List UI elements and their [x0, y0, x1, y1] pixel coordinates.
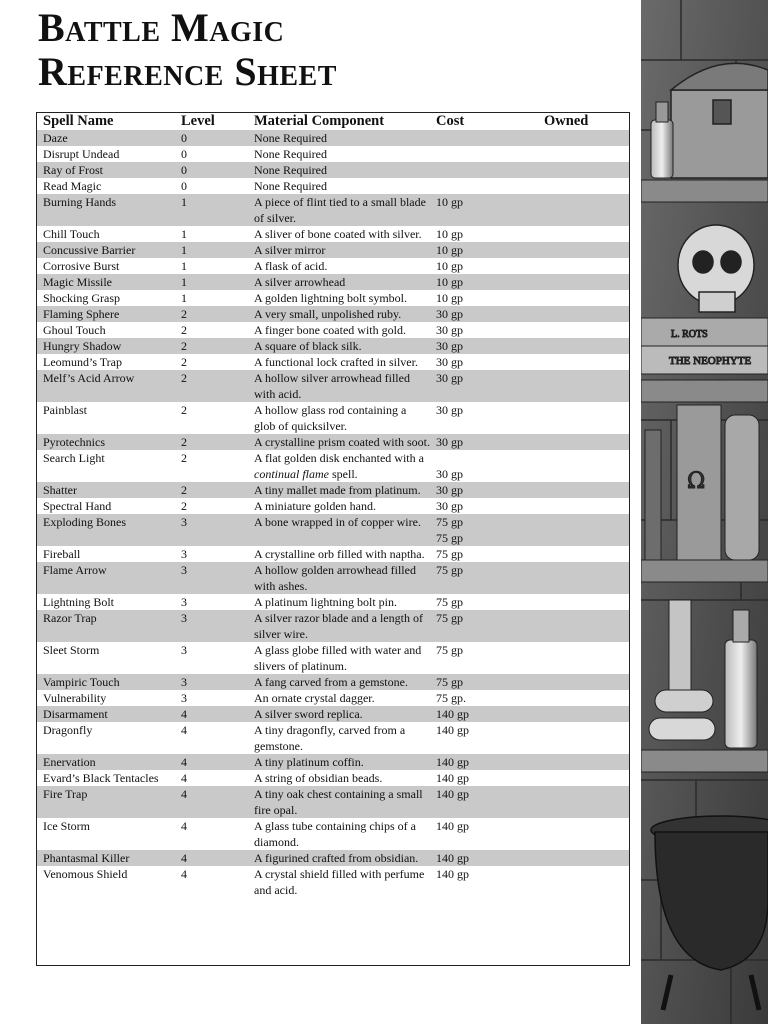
cost-cell: 30 gp — [436, 355, 463, 369]
cost-cell: 30 gp — [430, 434, 538, 450]
cost-cell: 30 gp — [436, 467, 463, 481]
level-cell: 4 — [181, 867, 187, 881]
owned-cell — [538, 498, 629, 514]
material-cell: A hollow golden arrowhead filled with ashes. — [248, 562, 430, 594]
table-row — [37, 258, 629, 274]
level-cell: 2 — [175, 306, 248, 322]
owned-cell — [538, 322, 629, 338]
table-row — [37, 130, 629, 146]
material-cell: A finger bone coated with gold. — [254, 323, 406, 337]
spell-name-cell: Lightning Bolt — [43, 595, 115, 609]
spell-table — [37, 113, 629, 898]
level-cell: 4 — [175, 754, 248, 770]
title-line-1: Battle Magic — [38, 5, 285, 50]
material-cell: A hollow silver arrowhead filled with acid. — [248, 370, 430, 402]
material-cell: A figurined crafted from obsidian. — [248, 850, 430, 866]
spell-name-cell: Read Magic — [43, 179, 102, 193]
table-row — [37, 306, 629, 322]
material-cell: A silver mirror — [248, 242, 430, 258]
level-cell: 2 — [181, 403, 187, 417]
table-row — [37, 242, 629, 258]
spell-name-cell: Fire Trap — [37, 786, 175, 818]
table-row — [37, 338, 629, 354]
table-row — [37, 162, 629, 178]
spell-name-cell: Exploding Bones — [37, 514, 175, 546]
spell-name-cell: Ghoul Touch — [43, 323, 106, 337]
cost-cell: 10 gp — [436, 291, 463, 305]
spell-table-body — [37, 130, 629, 898]
material-cell: A platinum lightning bolt pin. — [254, 595, 398, 609]
cost-cell: 30 gp — [430, 338, 538, 354]
table-row — [37, 290, 629, 306]
spell-name-cell: Sleet Storm — [43, 643, 100, 657]
material-text-part: continual flame — [254, 467, 329, 481]
level-cell: 0 — [175, 130, 248, 146]
material-cell: A square of black silk. — [248, 338, 430, 354]
owned-cell — [538, 818, 629, 850]
table-row — [37, 402, 629, 434]
material-cell: A functional lock crafted in silver. — [254, 355, 418, 369]
spell-name-cell: Leomund’s Trap — [43, 355, 123, 369]
level-cell: 4 — [175, 850, 248, 866]
owned-cell — [538, 562, 629, 594]
level-cell: 1 — [175, 242, 248, 258]
spell-name-cell: Shocking Grasp — [43, 291, 120, 305]
header-level: Level — [181, 113, 215, 129]
owned-cell — [538, 722, 629, 754]
table-row — [37, 546, 629, 562]
cost-cell: 75 gp — [436, 643, 463, 657]
spell-name-cell: Burning Hands — [37, 194, 175, 226]
table-row — [37, 562, 629, 594]
owned-cell — [538, 194, 629, 226]
level-cell: 4 — [181, 771, 187, 785]
owned-cell — [538, 290, 629, 306]
cost-cell: 30 gp — [430, 482, 538, 498]
table-row — [37, 498, 629, 514]
level-cell: 3 — [181, 643, 187, 657]
spell-name-cell: Shatter — [37, 482, 175, 498]
cost-cell: 75 gp — [430, 562, 538, 594]
bookshelf-illustration — [641, 0, 768, 1024]
level-cell: 0 — [175, 162, 248, 178]
cost-cell: 140 gp — [436, 819, 469, 833]
table-row — [37, 450, 629, 482]
owned-cell — [538, 450, 629, 482]
table-row — [37, 818, 629, 850]
cost-cell: 75 gp. — [436, 691, 466, 705]
material-cell: A glass tube containing chips of a diamond. — [254, 819, 416, 849]
spell-name-cell: Disrupt Undead — [43, 147, 120, 161]
spell-name-cell: Melf’s Acid Arrow — [37, 370, 175, 402]
cost-cell — [430, 178, 538, 194]
level-cell: 2 — [175, 338, 248, 354]
level-cell: 4 — [181, 723, 187, 737]
material-cell: A sliver of bone coated with silver. — [254, 227, 422, 241]
spell-name-cell: Chill Touch — [43, 227, 100, 241]
owned-cell — [538, 226, 629, 242]
level-cell: 1 — [175, 274, 248, 290]
owned-cell — [538, 674, 629, 690]
table-row — [37, 674, 629, 690]
table-row — [37, 610, 629, 642]
spell-name-cell: Flame Arrow — [37, 562, 175, 594]
material-cell: A piece of flint tied to a small blade of silver. — [248, 194, 430, 226]
owned-cell — [538, 690, 629, 706]
spell-name-cell: Vulnerability — [43, 691, 107, 705]
owned-cell — [538, 610, 629, 642]
level-cell: 2 — [175, 482, 248, 498]
owned-cell — [538, 306, 629, 322]
table-row — [37, 754, 629, 770]
level-cell: 0 — [181, 147, 187, 161]
spell-name-cell: Disarmament — [37, 706, 175, 722]
spell-name-cell: Magic Missile — [37, 274, 175, 290]
table-row — [37, 594, 629, 610]
owned-cell — [538, 514, 629, 546]
owned-cell — [538, 274, 629, 290]
spell-name-cell: Razor Trap — [37, 610, 175, 642]
material-cell: None Required — [254, 147, 327, 161]
cost-cell: 30 gp — [430, 370, 538, 402]
cost-cell: 140 gp — [430, 754, 538, 770]
material-text-part: spell. — [329, 467, 358, 481]
level-cell: 2 — [175, 434, 248, 450]
owned-cell — [538, 258, 629, 274]
spell-name-cell: Ice Storm — [43, 819, 90, 833]
level-cell: 4 — [175, 706, 248, 722]
material-cell: A fang carved from a gemstone. — [248, 674, 430, 690]
material-cell: A tiny platinum coffin. — [248, 754, 430, 770]
cost-cell: 10 gp — [430, 274, 538, 290]
spell-name-cell: Venomous Shield — [43, 867, 128, 881]
level-cell: 2 — [181, 355, 187, 369]
spell-name-cell: Corrosive Burst — [43, 259, 120, 273]
owned-cell — [538, 146, 629, 162]
cost-cell — [430, 162, 538, 178]
owned-cell — [538, 770, 629, 786]
table-row — [37, 178, 629, 194]
spell-name-cell: Hungry Shadow — [37, 338, 175, 354]
omega-symbol-icon: Ω — [687, 469, 706, 494]
level-cell: 4 — [181, 819, 187, 833]
table-row — [37, 434, 629, 450]
book-spine-upper: L. ROTS — [671, 329, 708, 340]
spell-name-cell: Daze — [37, 130, 175, 146]
book-spine-lower: THE NEOPHYTE — [669, 355, 752, 367]
spell-name-cell: Ray of Frost — [37, 162, 175, 178]
level-cell: 1 — [181, 227, 187, 241]
level-cell: 2 — [175, 370, 248, 402]
page-title — [38, 6, 337, 94]
spell-table-frame — [36, 112, 630, 966]
spell-name-cell: Concussive Barrier — [37, 242, 175, 258]
level-cell: 3 — [175, 562, 248, 594]
table-row — [37, 706, 629, 722]
cost-cell: 140 gp — [436, 723, 469, 737]
level-cell: 3 — [175, 514, 248, 546]
owned-cell — [538, 338, 629, 354]
spell-name-cell: Vampiric Touch — [37, 674, 175, 690]
table-row — [37, 370, 629, 402]
owned-cell — [538, 850, 629, 866]
level-cell: 1 — [181, 259, 187, 273]
material-cell: A bone wrapped in of copper wire. — [248, 514, 430, 546]
table-row — [37, 146, 629, 162]
level-cell: 3 — [181, 691, 187, 705]
material-cell: A crystal shield filled with perfume and acid. — [254, 867, 425, 897]
treasure-chest — [671, 63, 768, 178]
spell-name-cell: Flaming Sphere — [37, 306, 175, 322]
cost-cell — [430, 130, 538, 146]
cost-cell: 30 gp — [436, 323, 463, 337]
owned-cell — [538, 866, 629, 898]
level-cell: 1 — [181, 291, 187, 305]
cost-cell: 75 gp — [430, 674, 538, 690]
owned-cell — [538, 178, 629, 194]
spell-name-cell: Phantasmal Killer — [37, 850, 175, 866]
owned-cell — [538, 130, 629, 146]
spell-name-cell: Evard’s Black Tentacles — [43, 771, 159, 785]
material-cell: A golden lightning bolt symbol. — [254, 291, 408, 305]
title-line-2: Reference Sheet — [38, 49, 337, 94]
material-cell: A tiny mallet made from platinum. — [248, 482, 430, 498]
cost-cell: 140 gp — [436, 867, 469, 881]
owned-cell — [538, 434, 629, 450]
material-cell: A string of obsidian beads. — [254, 771, 383, 785]
table-row — [37, 482, 629, 498]
cost-cell: 140 gp — [436, 771, 469, 785]
cost-cell: 75 gp — [436, 547, 463, 561]
level-cell: 3 — [175, 610, 248, 642]
table-row — [37, 194, 629, 226]
table-row — [37, 866, 629, 898]
material-cell: None Required — [248, 130, 430, 146]
material-cell: A tiny oak chest containing a small fire opal. — [248, 786, 430, 818]
material-cell: A silver sword replica. — [248, 706, 430, 722]
level-cell: 4 — [175, 786, 248, 818]
owned-cell — [538, 642, 629, 674]
book-stack — [641, 318, 768, 374]
cost-cell: 75 gp — [430, 610, 538, 642]
owned-cell — [538, 754, 629, 770]
owned-cell — [538, 354, 629, 370]
cost-cell: 75 gp — [436, 595, 463, 609]
spell-name-cell: Pyrotechnics — [37, 434, 175, 450]
cost-cell: 140 gp — [430, 706, 538, 722]
owned-cell — [538, 402, 629, 434]
material-cell — [248, 450, 430, 482]
owned-cell — [538, 786, 629, 818]
owned-cell — [538, 594, 629, 610]
table-row — [37, 786, 629, 818]
owned-cell — [538, 370, 629, 402]
cost-cell: 30 gp — [430, 306, 538, 322]
cost-cell: 75 gp 75 gp — [430, 514, 538, 546]
header-cost: Cost — [436, 113, 465, 129]
header-material-component: Material Component — [254, 113, 385, 129]
material-cell: An ornate crystal dagger. — [254, 691, 375, 705]
material-cell: A crystalline orb filled with naptha. — [254, 547, 425, 561]
material-cell: None Required — [254, 179, 327, 193]
owned-cell — [538, 706, 629, 722]
material-cell: A silver arrowhead — [248, 274, 430, 290]
material-cell: A crystalline prism coated with soot. — [248, 434, 430, 450]
table-row — [37, 274, 629, 290]
table-row — [37, 514, 629, 546]
level-cell: 2 — [181, 323, 187, 337]
material-cell: A glass globe filled with water and slivers of platinum. — [254, 643, 422, 673]
cost-cell: 30 gp — [436, 499, 463, 513]
level-cell: 2 — [181, 451, 187, 465]
material-cell: A silver razor blade and a length of silver wire. — [248, 610, 430, 642]
cost-cell: 10 gp — [436, 259, 463, 273]
cost-cell: 10 gp — [430, 194, 538, 226]
cost-cell: 10 gp — [430, 242, 538, 258]
material-text-part: A flat golden disk enchanted with a — [254, 451, 424, 465]
table-row — [37, 354, 629, 370]
header-owned: Owned — [544, 113, 589, 129]
cost-cell: 10 gp — [436, 227, 463, 241]
material-cell: A tiny dragonfly, carved from a gemstone. — [254, 723, 406, 753]
material-cell: A miniature golden hand. — [254, 499, 376, 513]
spell-name-cell: Dragonfly — [43, 723, 93, 737]
level-cell: 3 — [181, 547, 187, 561]
spell-name-cell: Enervation — [37, 754, 175, 770]
table-row — [37, 850, 629, 866]
table-row — [37, 770, 629, 786]
material-cell: A flask of acid. — [254, 259, 328, 273]
material-cell: None Required — [248, 162, 430, 178]
table-row — [37, 722, 629, 754]
owned-cell — [538, 482, 629, 498]
level-cell: 3 — [175, 674, 248, 690]
table-row — [37, 642, 629, 674]
cost-cell: 140 gp — [430, 850, 538, 866]
owned-cell — [538, 242, 629, 258]
cost-cell: 30 gp — [436, 403, 463, 417]
level-cell: 3 — [181, 595, 187, 609]
material-cell: A very small, unpolished ruby. — [248, 306, 430, 322]
material-cell: A hollow glass rod containing a glob of quicksilver. — [254, 403, 407, 433]
table-row — [37, 322, 629, 338]
level-cell: 0 — [181, 179, 187, 193]
spell-name-cell: Spectral Hand — [43, 499, 112, 513]
header-spell-name: Spell Name — [43, 113, 114, 129]
table-row — [37, 226, 629, 242]
cost-cell — [430, 146, 538, 162]
owned-cell — [538, 546, 629, 562]
spell-name-cell: Fireball — [43, 547, 81, 561]
table-row — [37, 690, 629, 706]
spell-name-cell: Search Light — [43, 451, 105, 465]
level-cell: 1 — [175, 194, 248, 226]
level-cell: 2 — [181, 499, 187, 513]
table-header-row — [37, 113, 629, 130]
spell-name-cell: Painblast — [43, 403, 87, 417]
owned-cell — [538, 162, 629, 178]
cost-cell: 140 gp — [430, 786, 538, 818]
